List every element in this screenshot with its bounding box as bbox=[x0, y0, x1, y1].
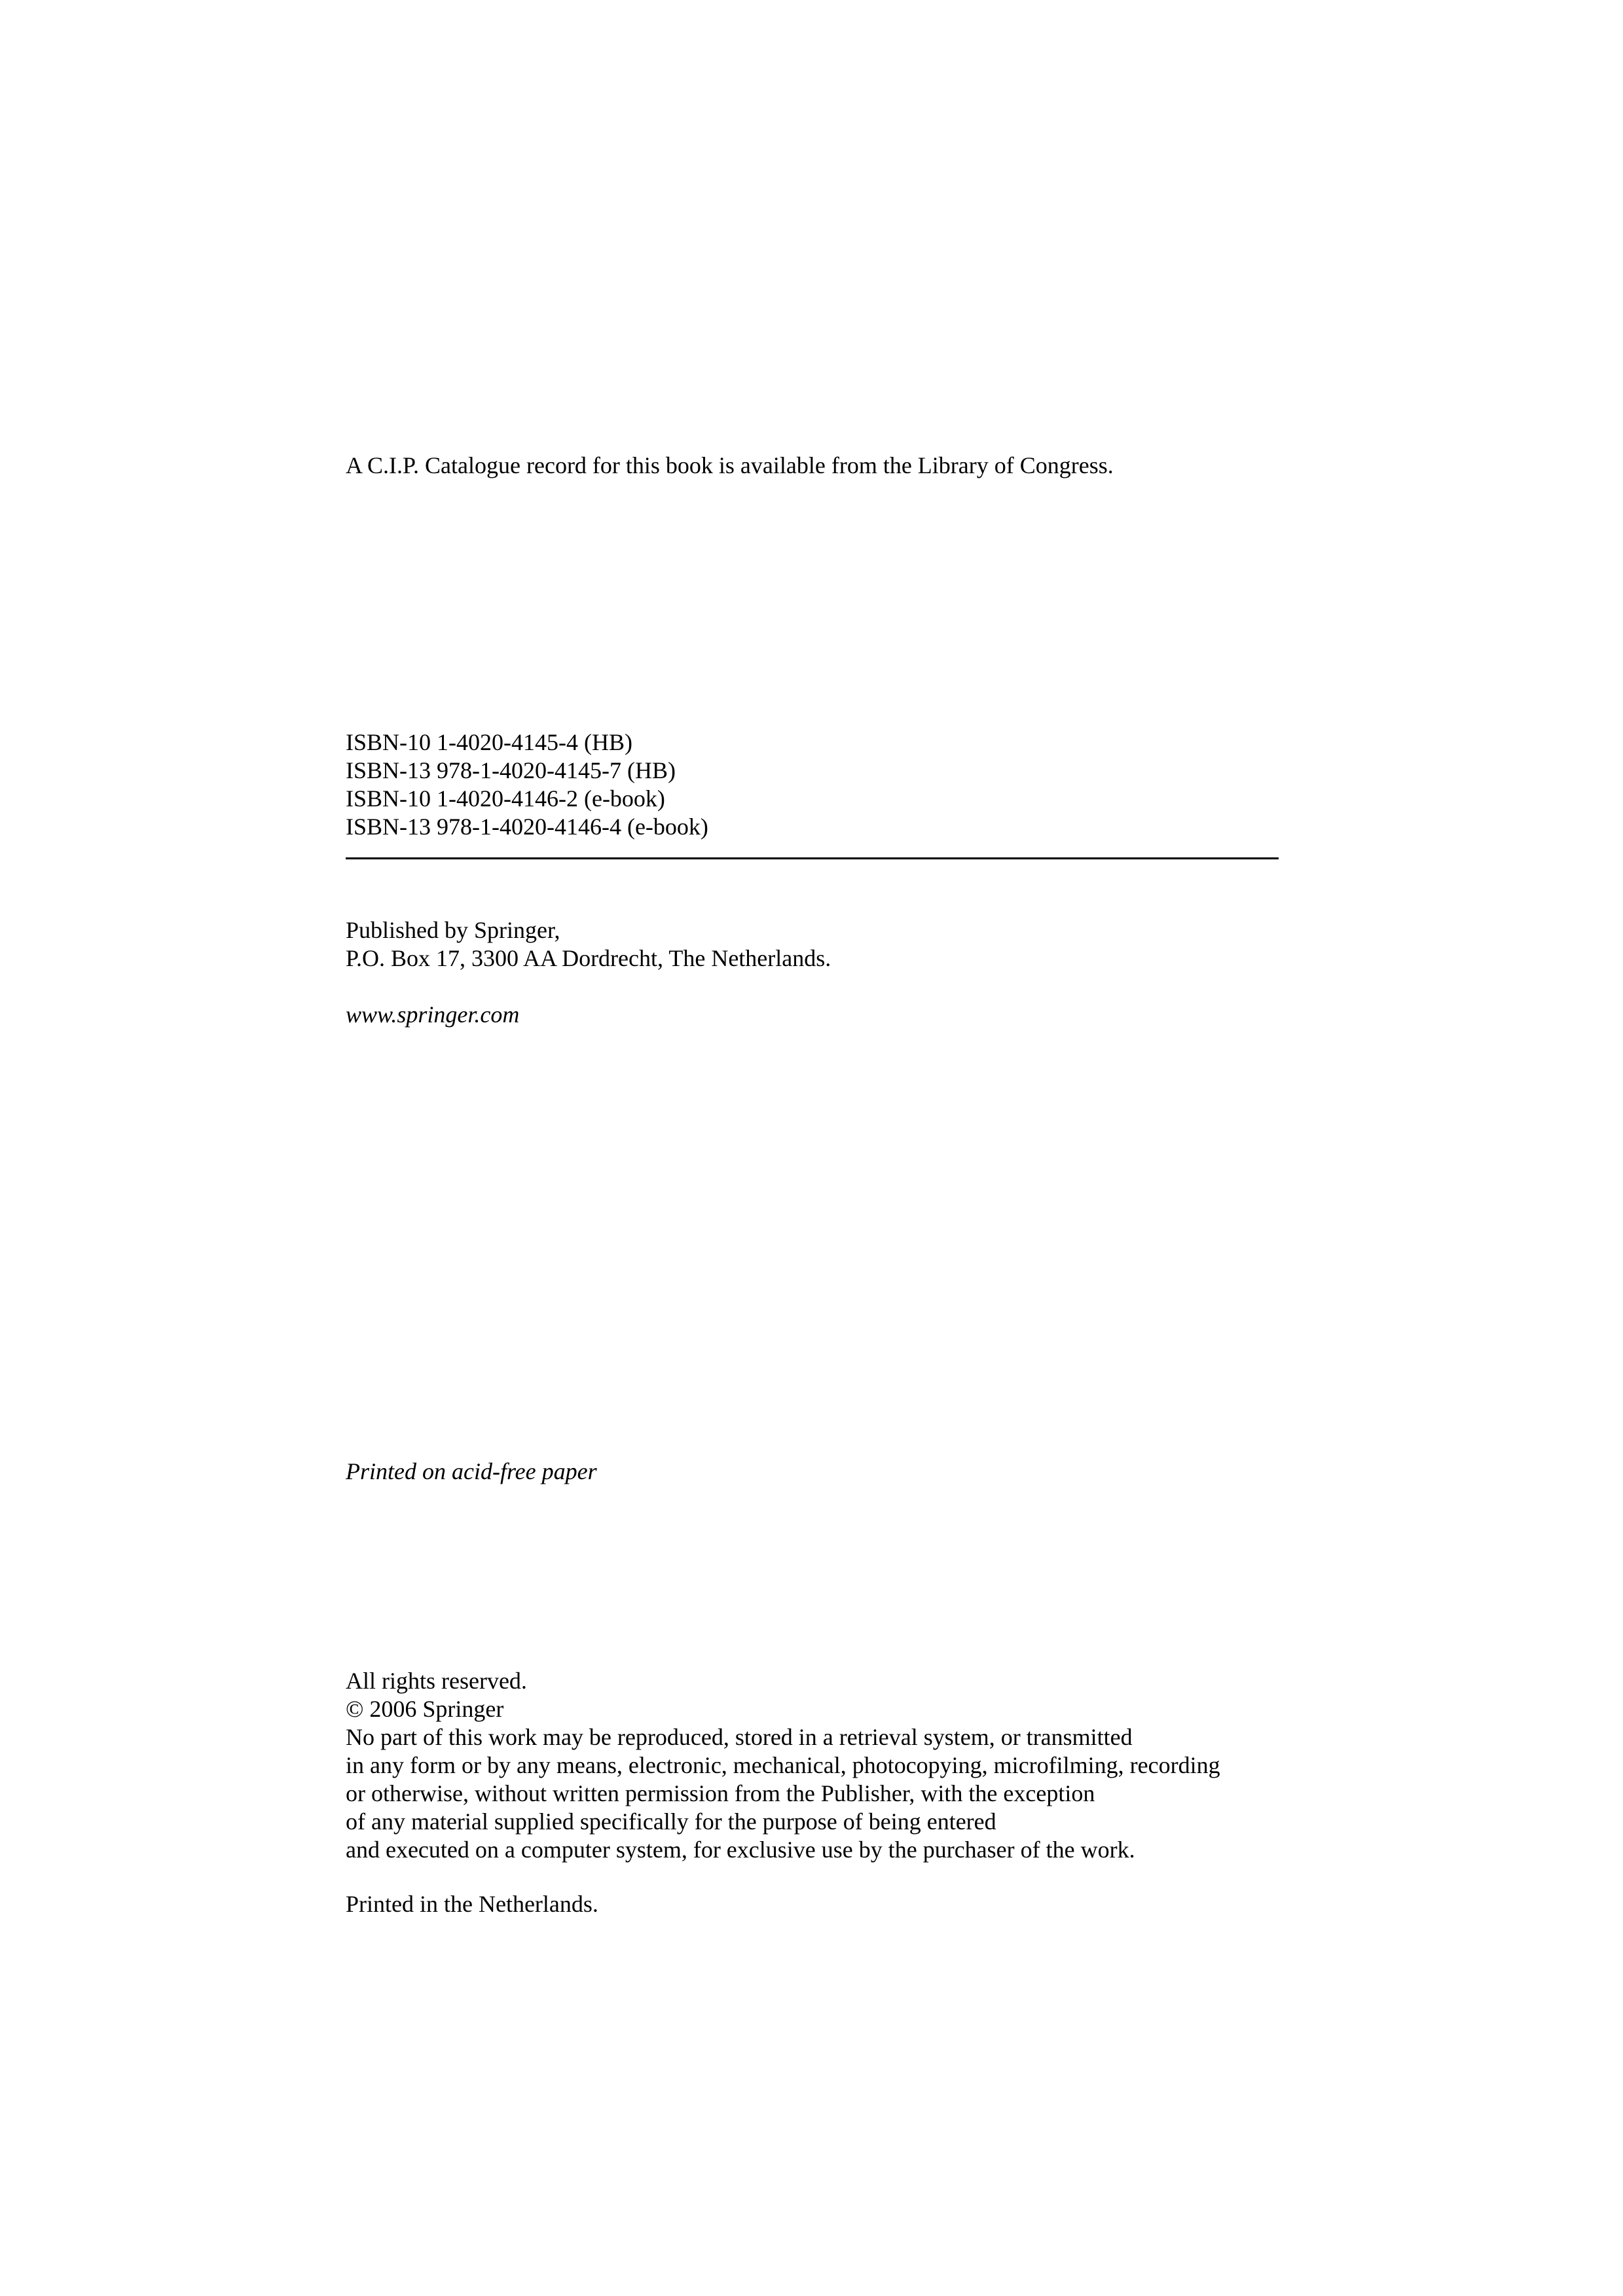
horizontal-divider bbox=[346, 857, 1279, 859]
publisher-name: Published by Springer, bbox=[346, 917, 560, 943]
rights-statement bbox=[346, 1667, 1220, 1864]
cip-notice-text: A C.I.P. Catalogue record for this book is available from the Library of Congress. bbox=[346, 452, 1114, 478]
paper-note-text: Printed on acid-free paper bbox=[346, 1458, 597, 1484]
rights-reserved: All rights reserved. bbox=[346, 1668, 527, 1694]
isbn-line: ISBN-13 978-1-4020-4146-4 (e-book) bbox=[346, 814, 708, 840]
rights-statement-line: and executed on a computer system, for exclusive use by the purchaser of the work. bbox=[346, 1837, 1135, 1863]
rights-statement-line: or otherwise, without written permission from the Publisher, with the exception bbox=[346, 1780, 1095, 1806]
rights-statement-line: in any form or by any means, electronic, mechanical, photocopying, microfilming, recording bbox=[346, 1752, 1220, 1778]
rights-statement-line: of any material supplied specifically for the purpose of being entered bbox=[346, 1808, 996, 1835]
isbn-line: ISBN-10 1-4020-4146-2 (e-book) bbox=[346, 785, 665, 812]
publisher-address: P.O. Box 17, 3300 AA Dordrecht, The Netherlands. bbox=[346, 945, 831, 971]
copyright-line: © 2006 Springer bbox=[346, 1696, 504, 1722]
isbn-line: ISBN-10 1-4020-4145-4 (HB) bbox=[346, 729, 632, 755]
publisher-website-text: www.springer.com bbox=[346, 1001, 520, 1028]
printed-in-text: Printed in the Netherlands. bbox=[346, 1891, 598, 1917]
cip-notice bbox=[346, 452, 1114, 480]
isbn-list bbox=[346, 728, 708, 841]
publisher-info bbox=[346, 916, 831, 973]
isbn-line: ISBN-13 978-1-4020-4145-7 (HB) bbox=[346, 757, 676, 783]
paper-note bbox=[346, 1458, 597, 1486]
publisher-website bbox=[346, 1001, 519, 1029]
printed-in bbox=[346, 1890, 598, 1918]
rights-statement-line: No part of this work may be reproduced, stored in a retrieval system, or transmitted bbox=[346, 1724, 1133, 1750]
